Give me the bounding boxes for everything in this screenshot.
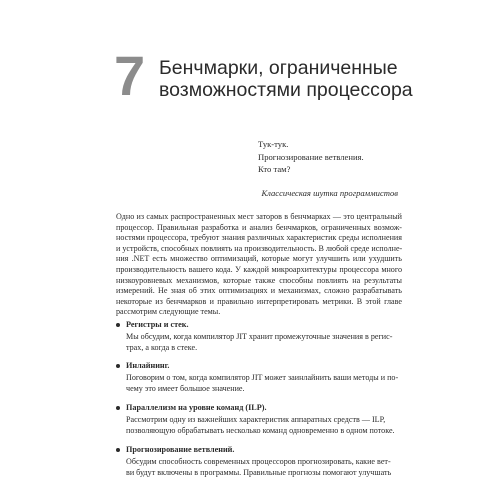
text-line: трах, а когда в стеке. <box>126 342 198 352</box>
epigraph-line: Прогнозирование ветвления. <box>258 151 364 162</box>
text-line: чему это имеет большое значение. <box>126 383 245 393</box>
text-line: ностями процессора, требуют знания различных характеристик среды исполнения <box>116 233 402 243</box>
text-line: измерений. Не зная об этих оптимизациях и механизмах, сложно разрабатывать <box>116 286 402 296</box>
bullet-icon <box>116 448 120 452</box>
text-line: производительность вашего кода. У каждой микроархитектуры процессора много <box>116 264 402 274</box>
bullet-icon <box>116 406 120 410</box>
topic-title: Инлайнинг. <box>126 361 170 370</box>
text-line: Мы обсудим, когда компилятор JIT хранит промежуточные значения в регис- <box>126 332 393 341</box>
text-line: Обсудим способность современных процессоров прогнозировать, какие вет- <box>126 457 391 466</box>
topic-title: Прогнозирование ветвлений. <box>126 445 235 454</box>
text-line: Одно из самых распространенных мест заторов в бенчмарках — это центральный <box>116 212 402 221</box>
text-line: низкоуровневых механизмов, которые также способны повлиять на результаты <box>116 275 402 285</box>
intro-text <box>116 212 402 318</box>
text-line: ви будут включены в программы. Правильные прогнозы помогают улучшать <box>126 467 392 477</box>
topic-description <box>126 373 402 394</box>
topic-description <box>126 415 402 436</box>
topic-description <box>126 457 402 478</box>
epigraph-source: Классическая шутка программистов <box>261 188 398 198</box>
chapter-title <box>159 57 479 101</box>
text-line: рассмотрим следующие темы. <box>116 307 221 317</box>
bullet-icon <box>116 323 120 327</box>
topic-title: Регистры и стек. <box>126 320 189 329</box>
chapter-title-line-1: Бенчмарки, ограниченные <box>159 57 398 79</box>
epigraph-line: Тук-тук. <box>258 139 289 149</box>
topic-title: Параллелизм на уровне команд (ILP). <box>126 403 267 412</box>
text-line: Рассмотрим одну из важнейших характеристик аппаратных средств — ILP, <box>126 415 386 424</box>
epigraph <box>258 138 398 176</box>
text-line: и устройств, способных повлиять на производительность. В любой среде исполне- <box>116 243 403 253</box>
intro-paragraph <box>116 212 402 318</box>
text-line: Поговорим о том, когда компилятор JIT может заинлайнить ваши методы и по- <box>126 373 399 382</box>
bullet-icon <box>116 364 120 368</box>
chapter-number: 7 <box>114 44 146 107</box>
chapter-title-line-2: возможностями процессора <box>159 79 413 101</box>
text-line: некоторые из бенчмарков и правильно интерпретировать метрики. В этой главе <box>116 296 402 306</box>
text-line: процессор. Правильная разработка и анализ бенчмарков, ограниченных возмож- <box>116 222 402 232</box>
topic-description <box>126 332 402 353</box>
chapter-header <box>114 44 494 107</box>
text-line: позволяющую обрабатывать несколько команд одновременно в одном потоке. <box>126 425 395 435</box>
text-line: ния .NET есть множество оптимизаций, которые могут улучшить или ухудшить <box>116 254 402 264</box>
epigraph-line: Кто там? <box>258 164 291 174</box>
